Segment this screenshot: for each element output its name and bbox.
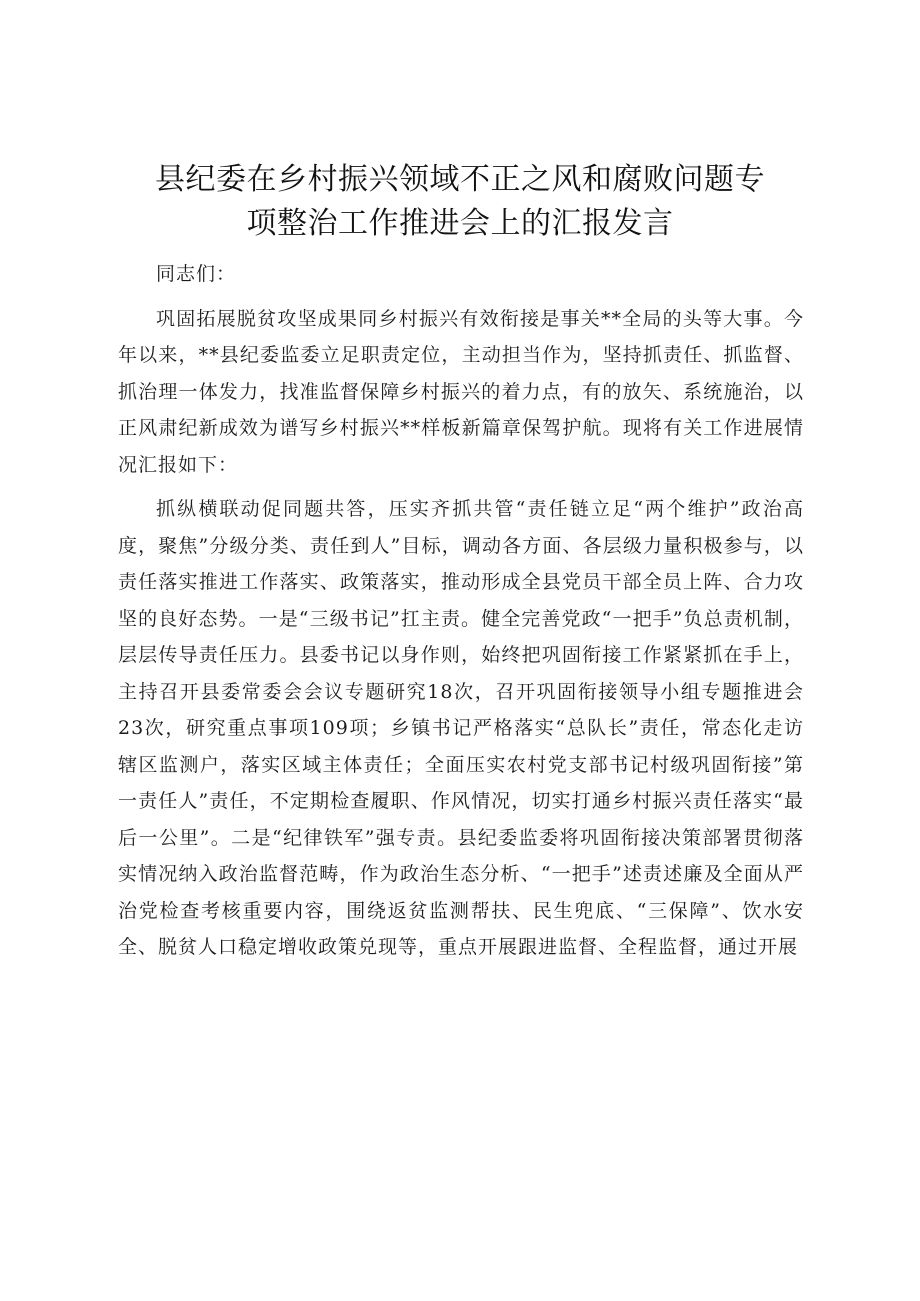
document-title [100,158,820,246]
title-line-2: 项整治工作推进会上的汇报发言 [246,206,674,241]
salutation: 同志们： [156,263,237,285]
document-body [118,256,804,966]
paragraph-2: 抓纵横联动促同题共答，压实齐抓共管“责任链立足“两个维护”政治高度，聚焦”分级分类、责任到人”目标，调动各方面、各层级力量积极参与，以责任落实推进工作落实、政策落实，推动形成全县党员干部全员上阵、合力攻坚的良好态势。一是“三级书记”扛主责。健全完善党政“一把手”负总责机制，层层传导责任压力。县委书记以身作则，始终把巩固衔接工作紧紧抓在手上，主持召开县委常委会会议专题研究18次，召开巩固衔接领导小组专题推进会23次，研究重点事项109项；乡镇书记严格落实“总队长”责任，常态化走访辖区监测户，落实区域主体责任；全面压实农村党支部书记村级巩固衔接”第一责任人”责任，不定期检查履职、作风情况，切实打通乡村振兴责任落实“最后一公里”。二是“纪律铁军”强专责。县纪委监委将巩固衔接决策部署贯彻落实情况纳入政治监督范畴，作为政治生态分析、“一把手”述责述廉及全面从严治党检查考核重要内容，围绕返贫监测帮扶、民生兜底、“三保障”、饮水安全、脱贫人口稳定增收政策兑现等，重点开展跟进监督、全程监督，通过开展 [118,498,804,958]
paragraph-1: 巩固拓展脱贫攻坚成果同乡村振兴有效衔接是事关**全局的头等大事。今年以来，**县纪委监委立足职责定位，主动担当作为，坚持抓责任、抓监督、抓治理一体发力，找准监督保障乡村振兴的着力点，有的放矢、系统施治，以正风肃纪新成效为谱写乡村振兴**样板新篇章保驾护航。现将有关工作进展情况汇报如下： [118,307,804,476]
title-line-1: 县纪委在乡村振兴领域不正之风和腐败问题专 [155,162,765,197]
